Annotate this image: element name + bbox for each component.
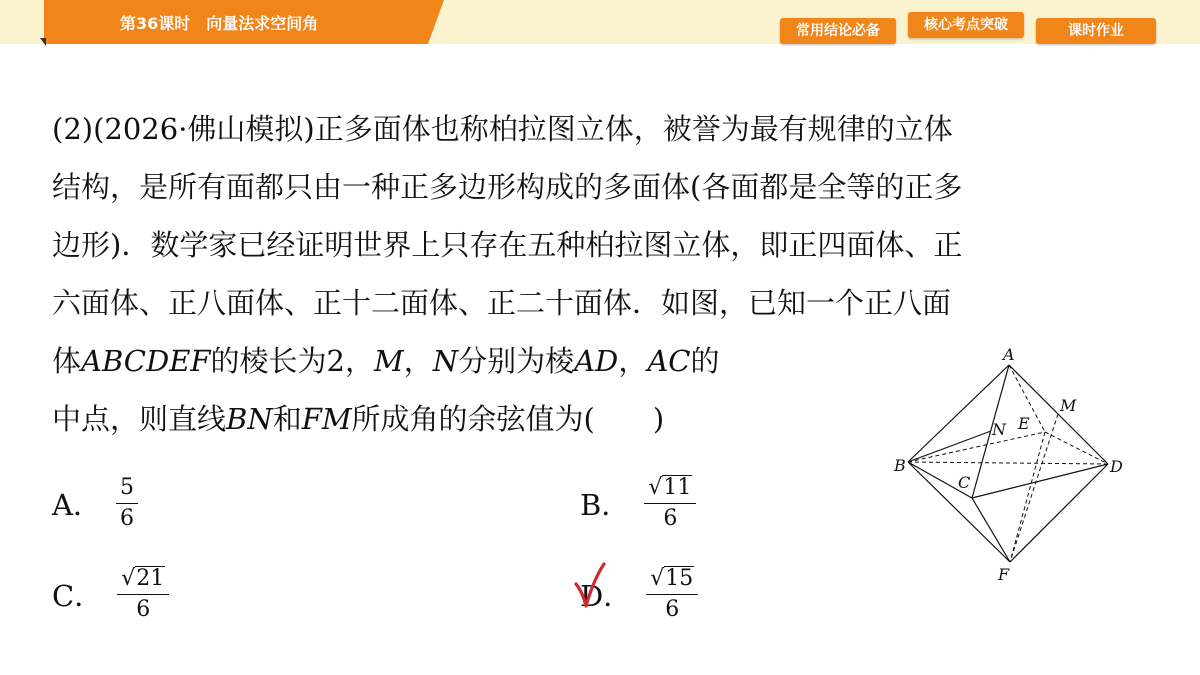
numerator	[646, 566, 698, 595]
sqrt-sign-icon: √	[121, 566, 136, 591]
vertex-label-d: D	[1110, 457, 1123, 476]
option-b[interactable]	[580, 475, 696, 532]
sqrt	[650, 566, 694, 592]
denominator: 6	[665, 597, 680, 622]
text-run: 分别为棱	[458, 344, 575, 378]
tab-notch-decoration	[40, 38, 46, 46]
denominator: 6	[663, 506, 678, 531]
problem-line: 边形)．数学家已经证明世界上只存在五种柏拉图立体，即正四面体、正	[52, 228, 963, 262]
math-run: AD	[574, 344, 619, 378]
math-run: N	[432, 344, 459, 378]
nav-button-core-points[interactable]: 核心考点突破	[908, 12, 1024, 38]
fraction	[644, 475, 696, 532]
diagonal-bd	[908, 462, 1108, 464]
vertex-label-a: A	[1003, 345, 1015, 364]
math-run: M	[374, 344, 404, 378]
option-letter: B．	[580, 488, 631, 522]
fraction	[646, 566, 698, 623]
numerator	[644, 475, 696, 504]
vertex-label-b: B	[894, 456, 906, 475]
numerator	[117, 566, 169, 595]
radicand: 15	[665, 566, 694, 591]
edge-ef	[1010, 432, 1045, 562]
vertex-label-c: C	[958, 473, 971, 492]
math-run: FM	[301, 402, 352, 436]
math-run: ABCDEF	[81, 344, 211, 378]
sqrt	[121, 566, 165, 592]
nav-button-common-conclusions[interactable]: 常用结论必备	[780, 18, 896, 44]
option-letter: A．	[52, 488, 102, 522]
denominator: 6	[119, 506, 134, 531]
text-run: 中点，则直线	[52, 402, 227, 436]
option-letter: C．	[52, 579, 104, 613]
problem-line: 六面体、正八面体、正十二面体、正二十面体．如图，已知一个正八面	[52, 286, 952, 320]
radicand: 21	[136, 566, 165, 591]
option-a[interactable]	[52, 475, 138, 532]
math-run: AC	[647, 344, 691, 378]
point-label-m: M	[1060, 396, 1077, 415]
edge-ab	[908, 365, 1009, 462]
edge-de	[1045, 432, 1108, 464]
option-c[interactable]	[52, 566, 169, 623]
text-run: 和	[272, 402, 302, 436]
sqrt-sign-icon: √	[650, 566, 665, 591]
edge-df	[1010, 464, 1108, 562]
math-run: BN	[226, 402, 273, 436]
denominator: 6	[136, 597, 151, 622]
nav-button-homework[interactable]: 课时作业	[1036, 18, 1156, 44]
option-letter: D．	[580, 579, 633, 613]
text-run: 所成角的余弦值为( )	[351, 402, 665, 436]
lesson-title: 第36课时 向量法求空间角	[120, 14, 319, 33]
radicand: 11	[663, 475, 692, 500]
sqrt	[648, 475, 692, 501]
text-run: ，	[403, 344, 433, 378]
fraction	[117, 566, 169, 623]
text-run: 的棱长为2，	[210, 344, 374, 378]
fraction	[116, 475, 138, 532]
numerator: 5	[116, 475, 138, 504]
point-label-n: N	[992, 420, 1006, 439]
segment-fm	[1010, 414, 1058, 562]
problem-line: 结构，是所有面都只由一种正多边形构成的多面体(各面都是全等的正多	[52, 170, 963, 204]
vertex-label-e: E	[1018, 414, 1030, 433]
vertex-label-f: F	[998, 565, 1010, 584]
octahedron-figure	[888, 340, 1133, 585]
check-mark-icon	[572, 562, 608, 610]
text-run: ，	[618, 344, 648, 378]
problem-line: (2)(2026·佛山模拟)正多面体也称柏拉图立体，被誉为最有规律的立体	[52, 112, 953, 146]
text-run: 的	[690, 344, 720, 378]
sqrt-sign-icon: √	[648, 475, 663, 500]
text-run: 体	[52, 344, 82, 378]
